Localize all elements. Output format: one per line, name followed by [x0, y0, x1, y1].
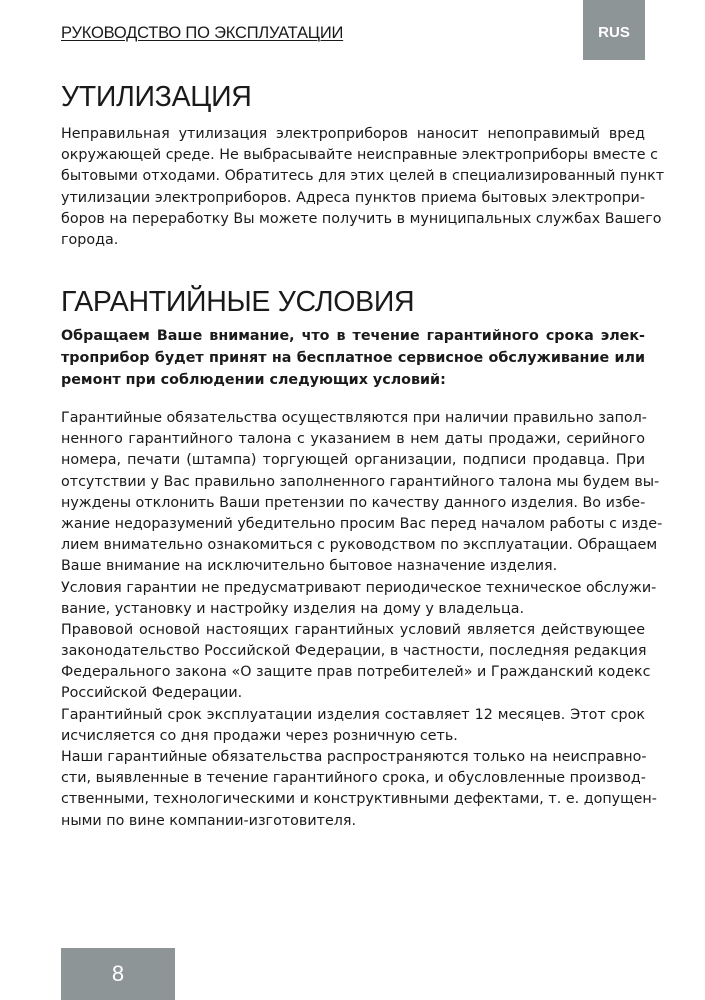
- warranty-body: [61, 408, 663, 832]
- text-line: Обращаем Ваше внимание, что в течение гарантийного срока элек-: [61, 328, 645, 344]
- text-line: боров на переработку Вы можете получить в муниципальных службах Вашего: [61, 210, 662, 227]
- language-badge: RUS: [583, 0, 645, 60]
- text-line: Наши гарантийные обязательства распространяются только на неисправно-: [61, 749, 647, 765]
- text-line: нуждены отклонить Ваши претензии по качеству данного изделия. Во избе-: [61, 494, 646, 511]
- text-line: ненного гарантийного талона с указанием в нем даты продажи, серийного: [61, 431, 645, 448]
- text-line: Российской Федерации.: [61, 685, 243, 702]
- text-line: законодательство Российской Федерации, в частности, последняя редакция: [61, 643, 647, 660]
- text-line: отсутствии у Вас правильно заполненного гарантийного талона мы будем вы-: [61, 473, 660, 490]
- text-line: вание, установку и настройку изделия на дому у владельца.: [61, 600, 525, 617]
- warranty-intro: [61, 325, 645, 391]
- warranty-heading: ГАРАНТИЙНЫЕ УСЛОВИЯ: [61, 286, 415, 318]
- text-line: ственными, технологическими и конструктивными дефектами, т. е. допущен-: [61, 791, 657, 808]
- disposal-paragraph: [61, 124, 665, 251]
- text-line: троприбор будет принят на бесплатное сервисное обслуживание или: [61, 350, 645, 366]
- text-line: города.: [61, 231, 119, 248]
- text-line: Неправильная утилизация электроприборов наносит непоправимый вред: [61, 126, 645, 142]
- disposal-heading: УТИЛИЗАЦИЯ: [61, 81, 252, 113]
- text-line: жание недоразумений убедительно просим Вас перед началом работы с изде-: [61, 515, 663, 532]
- text-line: Условия гарантии не предусматривают периодическое техническое обслужи-: [61, 579, 657, 596]
- text-line: Гарантийный срок эксплуатации изделия составляет 12 месяцев. Этот срок: [61, 706, 645, 723]
- text-line: сти, выявленные в течение гарантийного срока, и обусловленные производ-: [61, 770, 646, 787]
- text-line: Ваше внимание на исключительно бытовое назначение изделия.: [61, 558, 558, 575]
- text-line: номера, печати (штампа) торгующей организации, подписи продавца. При: [61, 452, 645, 469]
- text-line: окружающей среде. Не выбрасывайте неисправные электроприборы вместе с: [61, 147, 658, 164]
- manual-header-title: РУКОВОДСТВО ПО ЭКСПЛУАТАЦИИ: [61, 24, 344, 42]
- text-line: Правовой основой настоящих гарантийных условий является действующее: [61, 621, 645, 638]
- text-line: ными по вине компании-изготовителя.: [61, 812, 357, 829]
- text-line: утилизации электроприборов. Адреса пунктов приема бытовых электропри-: [61, 189, 645, 206]
- page-number: 8: [61, 948, 175, 1000]
- text-line: Гарантийные обязательства осуществляются при наличии правильно запол-: [61, 410, 647, 426]
- text-line: ремонт при соблюдении следующих условий:: [61, 372, 446, 388]
- text-line: исчисляется со дня продажи через розничную сеть.: [61, 727, 458, 744]
- text-line: лием внимательно ознакомиться с руководством по эксплуатации. Обращаем: [61, 537, 658, 554]
- text-line: Федерального закона «О защите прав потребителей» и Гражданский кодекс: [61, 664, 651, 681]
- text-line: бытовыми отходами. Обратитесь для этих целей в специализированный пункт: [61, 168, 665, 185]
